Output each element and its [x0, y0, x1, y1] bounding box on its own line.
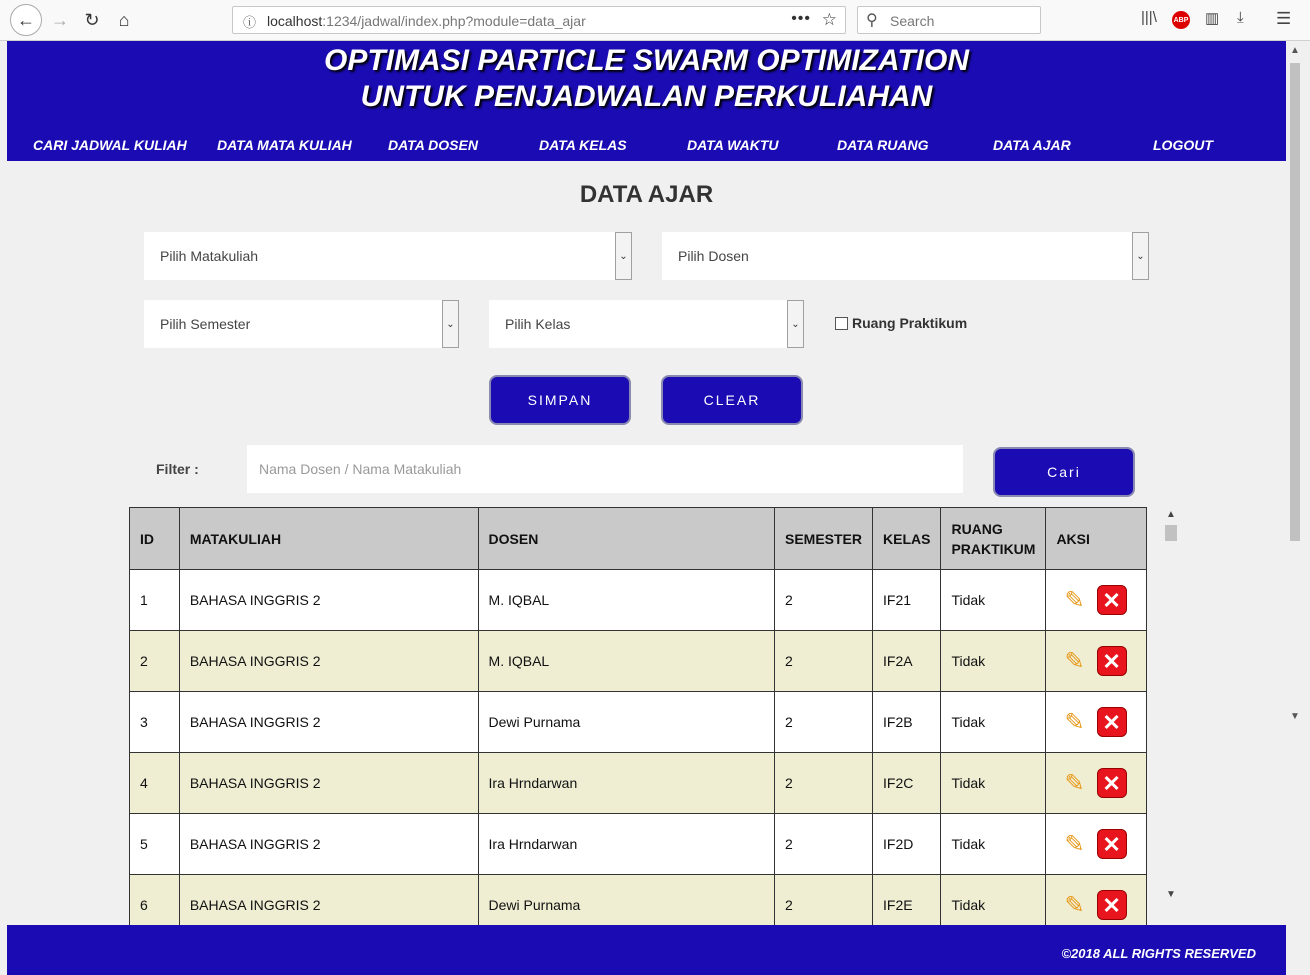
cell-ruang-praktikum: Tidak [941, 570, 1046, 631]
cell-semester: 2 [774, 814, 872, 875]
cell-aksi [1046, 570, 1147, 631]
scroll-down-icon[interactable]: ▼ [1166, 889, 1176, 900]
menu-data-ruang[interactable]: DATA RUANG [837, 137, 929, 153]
header-semester: SEMESTER [774, 508, 872, 570]
cell-semester: 2 [774, 875, 872, 936]
cell-matakuliah: BAHASA INGGRIS 2 [179, 875, 478, 936]
table-row [130, 570, 1147, 631]
data-ajar-table-container [129, 507, 1147, 919]
table-row [130, 753, 1147, 814]
header-dosen: DOSEN [478, 508, 774, 570]
edit-pencil-icon[interactable]: ✎ [1064, 708, 1085, 736]
cell-ruang-praktikum: Tidak [941, 875, 1046, 936]
scroll-up-icon[interactable]: ▲ [1166, 509, 1176, 520]
header-id: ID [130, 508, 180, 570]
cell-semester: 2 [774, 631, 872, 692]
library-icon[interactable]: |||\ [1141, 9, 1157, 26]
site-title-line1: OPTIMASI PARTICLE SWARM OPTIMIZATION [324, 44, 969, 77]
cell-dosen: Dewi Purnama [478, 875, 774, 936]
site-header [7, 41, 1286, 161]
dosen-select-value: Pilih Dosen [678, 248, 749, 264]
back-button[interactable]: ← [10, 4, 42, 36]
cell-matakuliah: BAHASA INGGRIS 2 [179, 753, 478, 814]
menu-data-mata-kuliah[interactable]: DATA MATA KULIAH [217, 137, 352, 153]
cell-matakuliah: BAHASA INGGRIS 2 [179, 692, 478, 753]
delete-x-icon[interactable]: ✕ [1097, 768, 1127, 798]
bookmark-star-icon[interactable]: ☆ [821, 10, 837, 29]
adblock-icon[interactable]: ABP [1172, 11, 1190, 29]
chevron-down-icon: ⌄ [615, 232, 632, 280]
sidebar-icon[interactable]: ▥ [1205, 10, 1220, 27]
cell-aksi [1046, 814, 1147, 875]
chevron-down-icon: ⌄ [787, 300, 804, 348]
page-scroll-up-icon[interactable]: ▲ [1290, 45, 1300, 56]
chevron-down-icon: ⌄ [1132, 232, 1149, 280]
url-text [267, 13, 586, 29]
simpan-button[interactable]: SIMPAN [489, 375, 631, 425]
cell-id: 6 [130, 875, 180, 936]
cell-kelas: IF2E [873, 875, 941, 936]
cell-ruang-praktikum: Tidak [941, 631, 1046, 692]
page-actions-icon[interactable]: ••• [791, 10, 811, 27]
cell-semester: 2 [774, 753, 872, 814]
cell-kelas: IF2B [873, 692, 941, 753]
menu-icon[interactable]: ☰ [1276, 9, 1292, 28]
page-title: DATA AJAR [579, 181, 714, 208]
url-path: :1234/jadwal/index.php?module=data_ajar [322, 13, 586, 29]
browser-toolbar [0, 0, 1310, 41]
cell-semester: 2 [774, 692, 872, 753]
dosen-select[interactable] [662, 232, 1149, 280]
table-header-row [130, 508, 1147, 570]
table-scrollbar[interactable] [1163, 507, 1179, 905]
matakuliah-select[interactable] [144, 232, 632, 280]
semester-select[interactable] [144, 300, 459, 348]
semester-select-value: Pilih Semester [160, 316, 251, 332]
edit-pencil-icon[interactable]: ✎ [1064, 830, 1085, 858]
forward-button[interactable]: → [51, 9, 69, 30]
delete-x-icon[interactable]: ✕ [1097, 585, 1127, 615]
cell-dosen: Ira Hrndarwan [478, 814, 774, 875]
edit-pencil-icon[interactable]: ✎ [1064, 647, 1085, 675]
page-scroll-down-icon[interactable]: ▼ [1290, 711, 1300, 722]
cell-id: 2 [130, 631, 180, 692]
menu-data-dosen[interactable]: DATA DOSEN [388, 137, 478, 153]
menu-data-waktu[interactable]: DATA WAKTU [687, 137, 779, 153]
clear-button[interactable]: CLEAR [661, 375, 803, 425]
main-content [7, 161, 1286, 925]
cell-kelas: IF2D [873, 814, 941, 875]
cell-dosen: M. IQBAL [478, 631, 774, 692]
url-host: localhost [267, 13, 323, 29]
cell-ruang-praktikum: Tidak [941, 692, 1046, 753]
table-scroll-thumb[interactable] [1165, 525, 1177, 541]
cell-ruang-praktikum: Tidak [941, 814, 1046, 875]
header-aksi: AKSI [1046, 508, 1147, 570]
menu-cari-jadwal-kuliah[interactable]: CARI JADWAL KULIAH [33, 137, 187, 153]
table-row [130, 692, 1147, 753]
download-icon[interactable]: ⤓ [1237, 9, 1244, 26]
kelas-select-value: Pilih Kelas [505, 316, 571, 332]
cell-matakuliah: BAHASA INGGRIS 2 [179, 814, 478, 875]
filter-label: Filter : [156, 461, 199, 477]
footer-copyright: ©2018 ALL RIGHTS RESERVED [1061, 946, 1256, 961]
page-scrollbar[interactable] [1286, 41, 1310, 975]
cell-kelas: IF2C [873, 753, 941, 814]
search-icon: ⚲ [866, 12, 878, 29]
header-kelas: KELAS [873, 508, 941, 570]
cell-semester: 2 [774, 570, 872, 631]
cell-kelas: IF2A [873, 631, 941, 692]
delete-x-icon[interactable]: ✕ [1097, 890, 1127, 920]
filter-input[interactable] [247, 445, 963, 493]
table-row [130, 631, 1147, 692]
cell-id: 3 [130, 692, 180, 753]
home-button[interactable]: ⌂ [118, 9, 130, 30]
site-title-line2: UNTUK PENJADWALAN PERKULIAHAN [360, 80, 933, 113]
cell-kelas: IF21 [873, 570, 941, 631]
data-ajar-table [129, 507, 1147, 936]
cell-ruang-praktikum: Tidak [941, 753, 1046, 814]
browser-search-input[interactable] [857, 6, 1041, 34]
search-placeholder: Search [890, 13, 935, 29]
cell-aksi [1046, 692, 1147, 753]
cell-aksi [1046, 631, 1147, 692]
cari-button[interactable]: Cari [993, 447, 1135, 497]
cell-dosen: M. IQBAL [478, 570, 774, 631]
cell-matakuliah: BAHASA INGGRIS 2 [179, 631, 478, 692]
delete-x-icon[interactable]: ✕ [1097, 646, 1127, 676]
menu-data-kelas[interactable]: DATA KELAS [539, 137, 627, 153]
chevron-down-icon: ⌄ [442, 300, 459, 348]
kelas-select[interactable] [489, 300, 804, 348]
cell-id: 5 [130, 814, 180, 875]
ruang-praktikum-label: Ruang Praktikum [852, 315, 968, 331]
cell-dosen: Dewi Purnama [478, 692, 774, 753]
page-scroll-thumb[interactable] [1290, 63, 1300, 541]
edit-pencil-icon[interactable]: ✎ [1064, 769, 1085, 797]
ruang-praktikum-checkbox[interactable] [835, 317, 848, 330]
cell-id: 4 [130, 753, 180, 814]
filter-placeholder: Nama Dosen / Nama Matakuliah [259, 461, 462, 477]
address-bar[interactable] [232, 6, 846, 34]
edit-pencil-icon[interactable]: ✎ [1064, 586, 1085, 614]
menu-logout[interactable]: LOGOUT [1153, 137, 1213, 153]
cell-id: 1 [130, 570, 180, 631]
site-footer [7, 925, 1286, 975]
edit-pencil-icon[interactable]: ✎ [1064, 891, 1085, 919]
cell-aksi [1046, 753, 1147, 814]
matakuliah-select-value: Pilih Matakuliah [160, 248, 259, 264]
info-icon[interactable]: ⓘ [243, 15, 257, 30]
table-row [130, 814, 1147, 875]
menu-data-ajar[interactable]: DATA AJAR [993, 137, 1071, 153]
cell-dosen: Ira Hrndarwan [478, 753, 774, 814]
cell-matakuliah: BAHASA INGGRIS 2 [179, 570, 478, 631]
reload-button[interactable]: ↻ [84, 9, 100, 30]
header-matakuliah: MATAKULIAH [179, 508, 478, 570]
delete-x-icon[interactable]: ✕ [1097, 707, 1127, 737]
header-ruang-praktikum: RUANG PRAKTIKUM [941, 508, 1046, 570]
delete-x-icon[interactable]: ✕ [1097, 829, 1127, 859]
site-title [7, 43, 1286, 115]
